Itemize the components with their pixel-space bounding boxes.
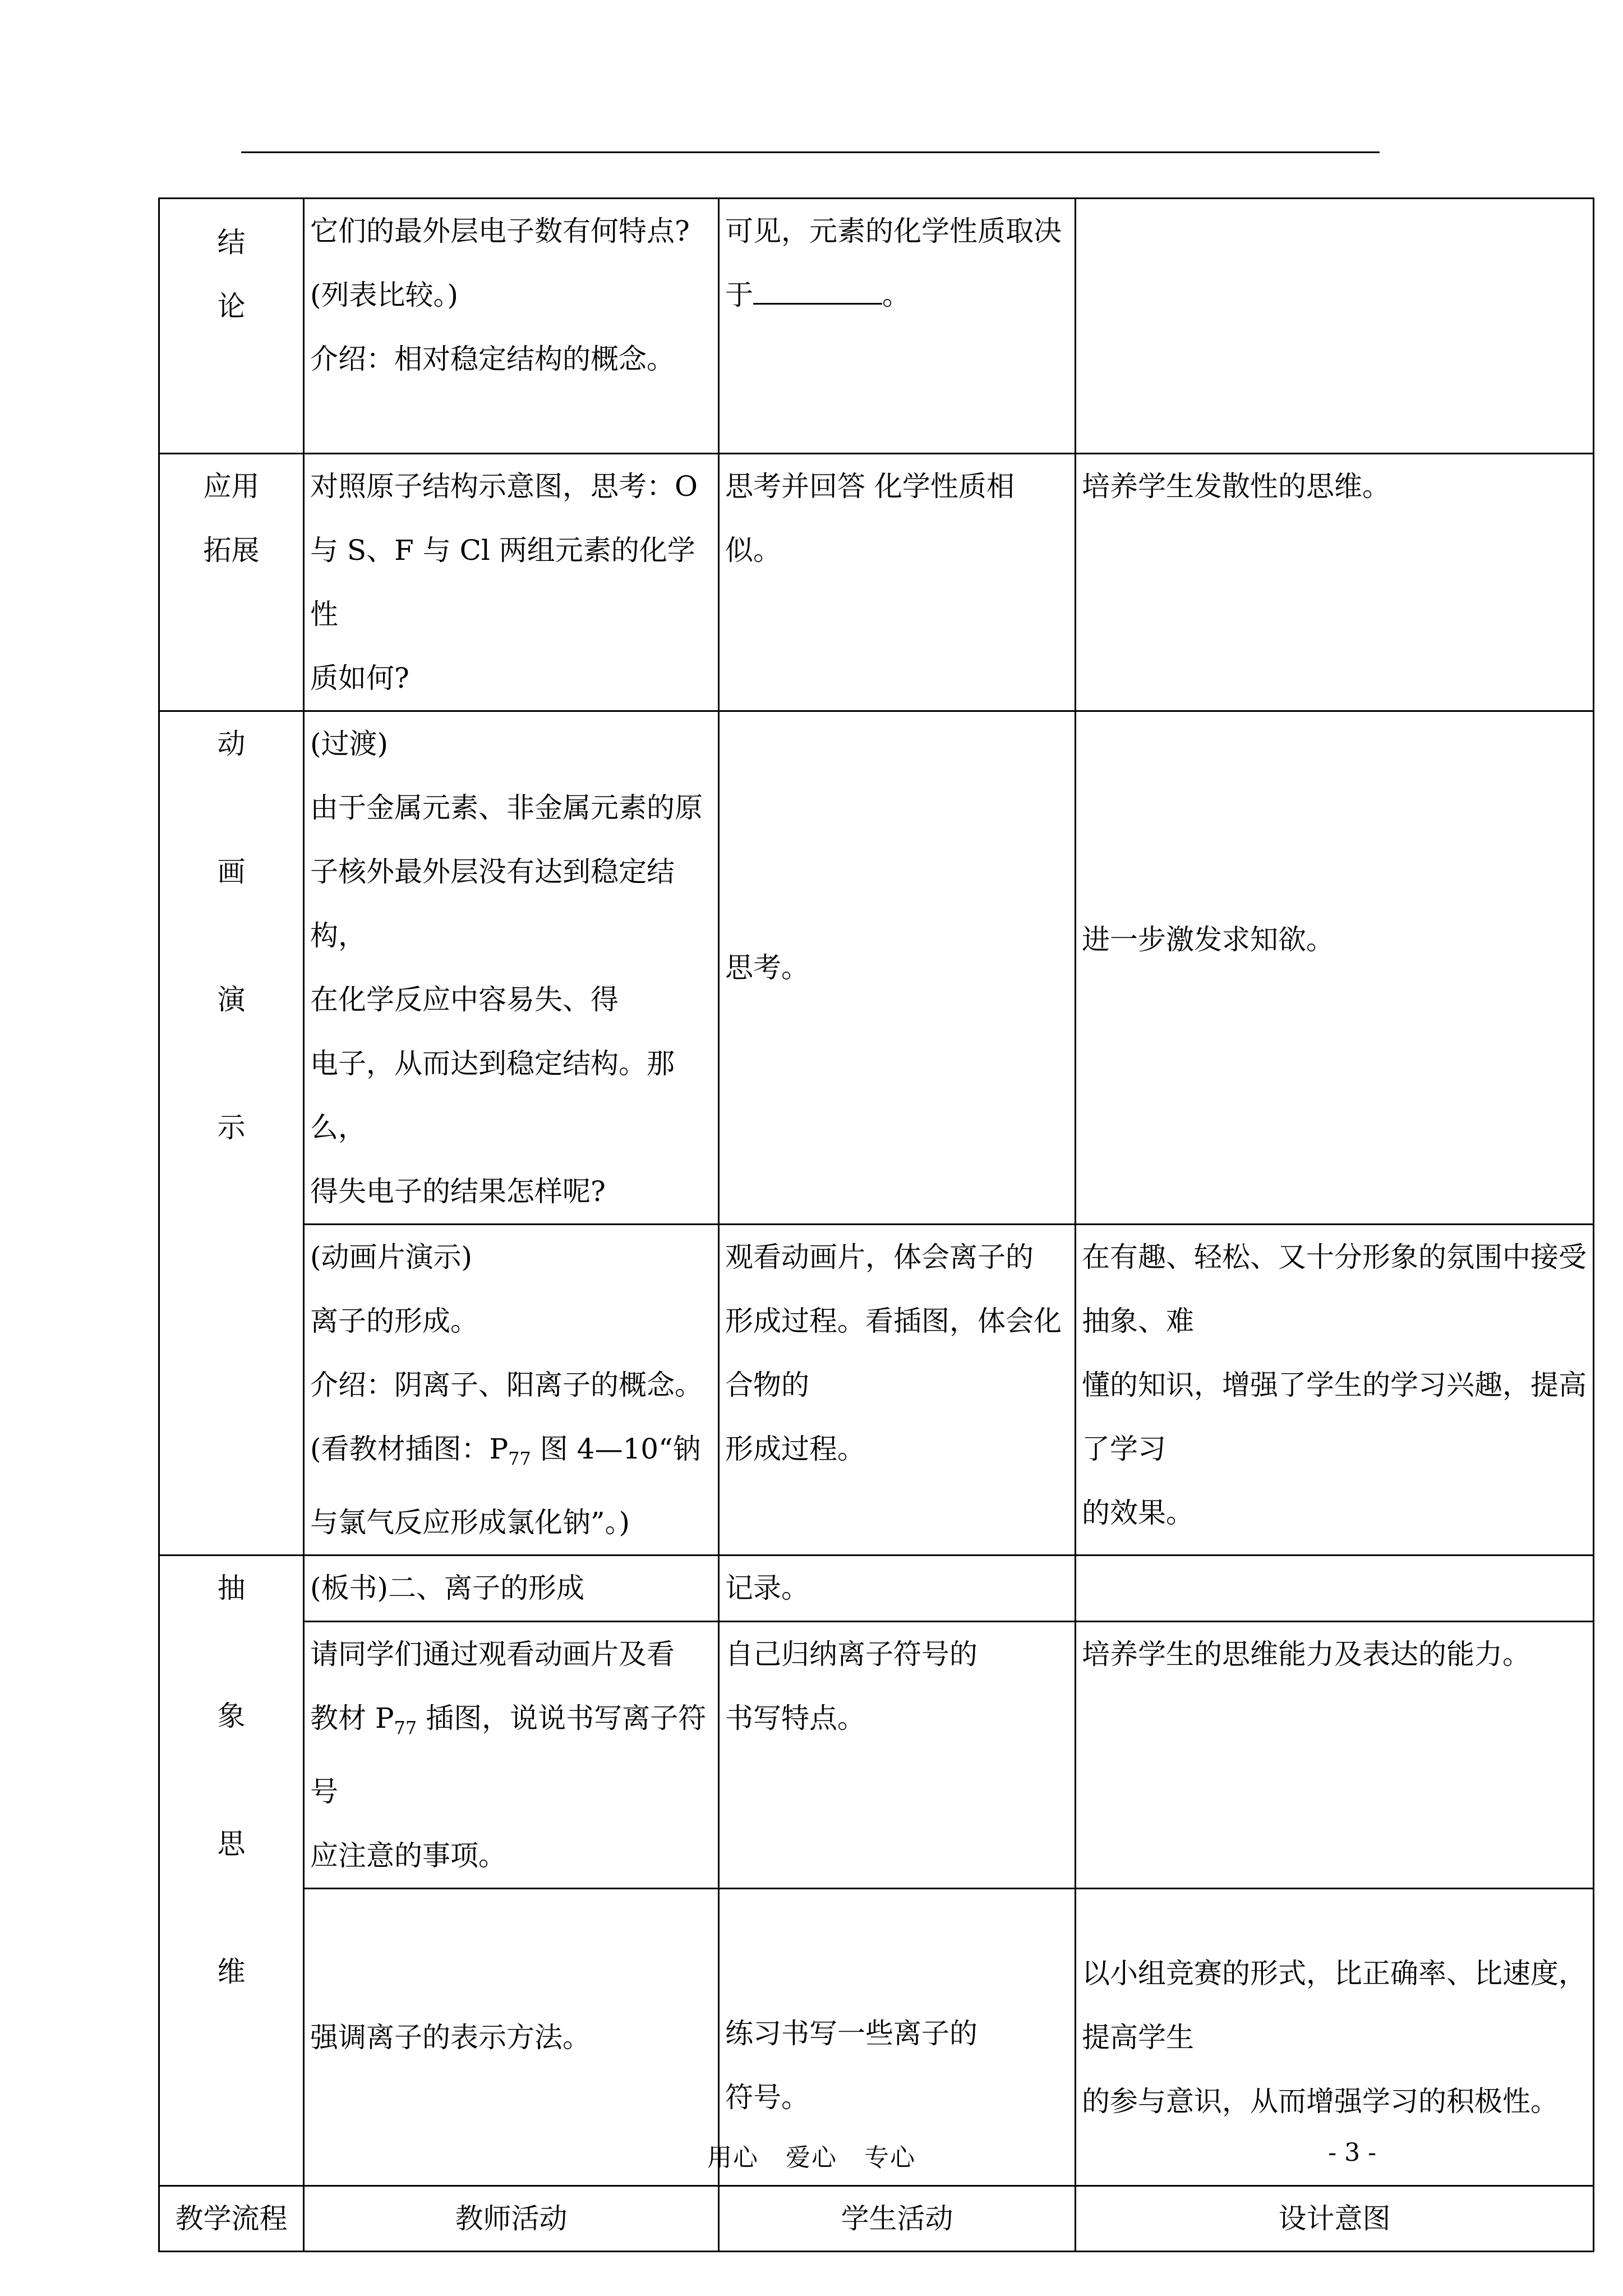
header-design-intent: 设计意图 — [1076, 2186, 1594, 2252]
header-rule — [241, 151, 1380, 153]
design-intent-cell — [1076, 1556, 1594, 1622]
teacher-activity-cell: (动画片演示) 离子的形成。 介绍：阴离子、阳离子的概念。 (看教材插图：$P_{77}$ 图 4—10“钠 与氯气反应形成氯化钠”。) — [304, 1225, 719, 1556]
header-student-activity: 学生活动 — [719, 2186, 1076, 2252]
student-activity-cell: 练习书写一些离子的 符号。 — [719, 1889, 1076, 2186]
page-number: - 3 - — [1328, 2138, 1376, 2167]
lesson-plan-table — [158, 197, 1594, 2252]
row-abstract-2 — [159, 1622, 1594, 1889]
student-conclusion-text: 可见，元素的化学性质取决 于 — [725, 215, 1062, 311]
student-activity-cell: 记录。 — [719, 1556, 1076, 1622]
row-animation-1 — [159, 711, 1594, 1225]
design-intent-cell: 在有趣、轻松、又十分形象的氛围中接受 抽象、难 懂的知识，增强了学生的学习兴趣，提高 了学习 的效果。 — [1076, 1225, 1594, 1556]
row-conclusion — [159, 199, 1594, 454]
student-activity-cell: 观看动画片，体会离子的 形成过程。看插图，体会化 合物的 形成过程。 — [719, 1225, 1076, 1556]
stage-animation-demo: 动 画 演 示 — [159, 711, 304, 1556]
student-activity-cell: 思考。 — [719, 711, 1076, 1225]
teacher-activity-cell: 强调离子的表示方法。 — [304, 1889, 719, 2186]
student-activity-cell: 自己归纳离子符号的 书写特点。 — [719, 1622, 1076, 1889]
fill-blank — [753, 280, 882, 305]
header-teacher-activity: 教师活动 — [304, 2186, 719, 2252]
teacher-activity-cell: (板书)二、离子的形成 — [304, 1556, 719, 1622]
design-intent-cell: 培养学生的思维能力及表达的能力。 — [1076, 1622, 1594, 1889]
design-intent-cell — [1076, 199, 1594, 454]
footer-motto: 用心 爱心 专心 — [707, 2143, 916, 2172]
stage-application: 应用 拓展 — [159, 454, 304, 711]
header-flow: 教学流程 — [159, 2186, 304, 2252]
teacher-activity-cell: 对照原子结构示意图，思考：O 与 S、F 与 Cl 两组元素的化学性 质如何? — [304, 454, 719, 711]
design-intent-cell: 培养学生发散性的思维。 — [1076, 454, 1594, 711]
design-intent-cell: 以小组竞赛的形式，比正确率、比速度， 提高学生 的参与意识，从而增强学习的积极性。 — [1076, 1889, 1594, 2186]
row-abstract-1 — [159, 1556, 1594, 1622]
column-header-row — [159, 2186, 1594, 2252]
student-activity-cell: 可见，元素的化学性质取决 于 。 — [719, 199, 1076, 454]
teacher-activity-cell: 请同学们通过观看动画片及看 教材 $P_{77}$ 插图，说说书写离子符 号 应注意的事项。 — [304, 1622, 719, 1889]
row-application — [159, 454, 1594, 711]
student-activity-cell: 思考并回答 化学性质相似。 — [719, 454, 1076, 711]
teacher-activity-cell: (过渡) 由于金属元素、非金属元素的原 子核外最外层没有达到稳定结构， 在化学反应中容易失、得 电子，从而达到稳定结构。那么， 得失电子的结果怎样呢? — [304, 711, 719, 1225]
design-intent-cell: 进一步激发求知欲。 — [1076, 711, 1594, 1225]
row-animation-2 — [159, 1225, 1594, 1556]
teacher-activity-cell: 它们的最外层电子数有何特点? (列表比较。) 介绍：相对稳定结构的概念。 — [304, 199, 719, 454]
stage-conclusion: 结 论 — [159, 199, 304, 454]
stage-abstract-thinking: 抽 象 思 维 — [159, 1556, 304, 2186]
